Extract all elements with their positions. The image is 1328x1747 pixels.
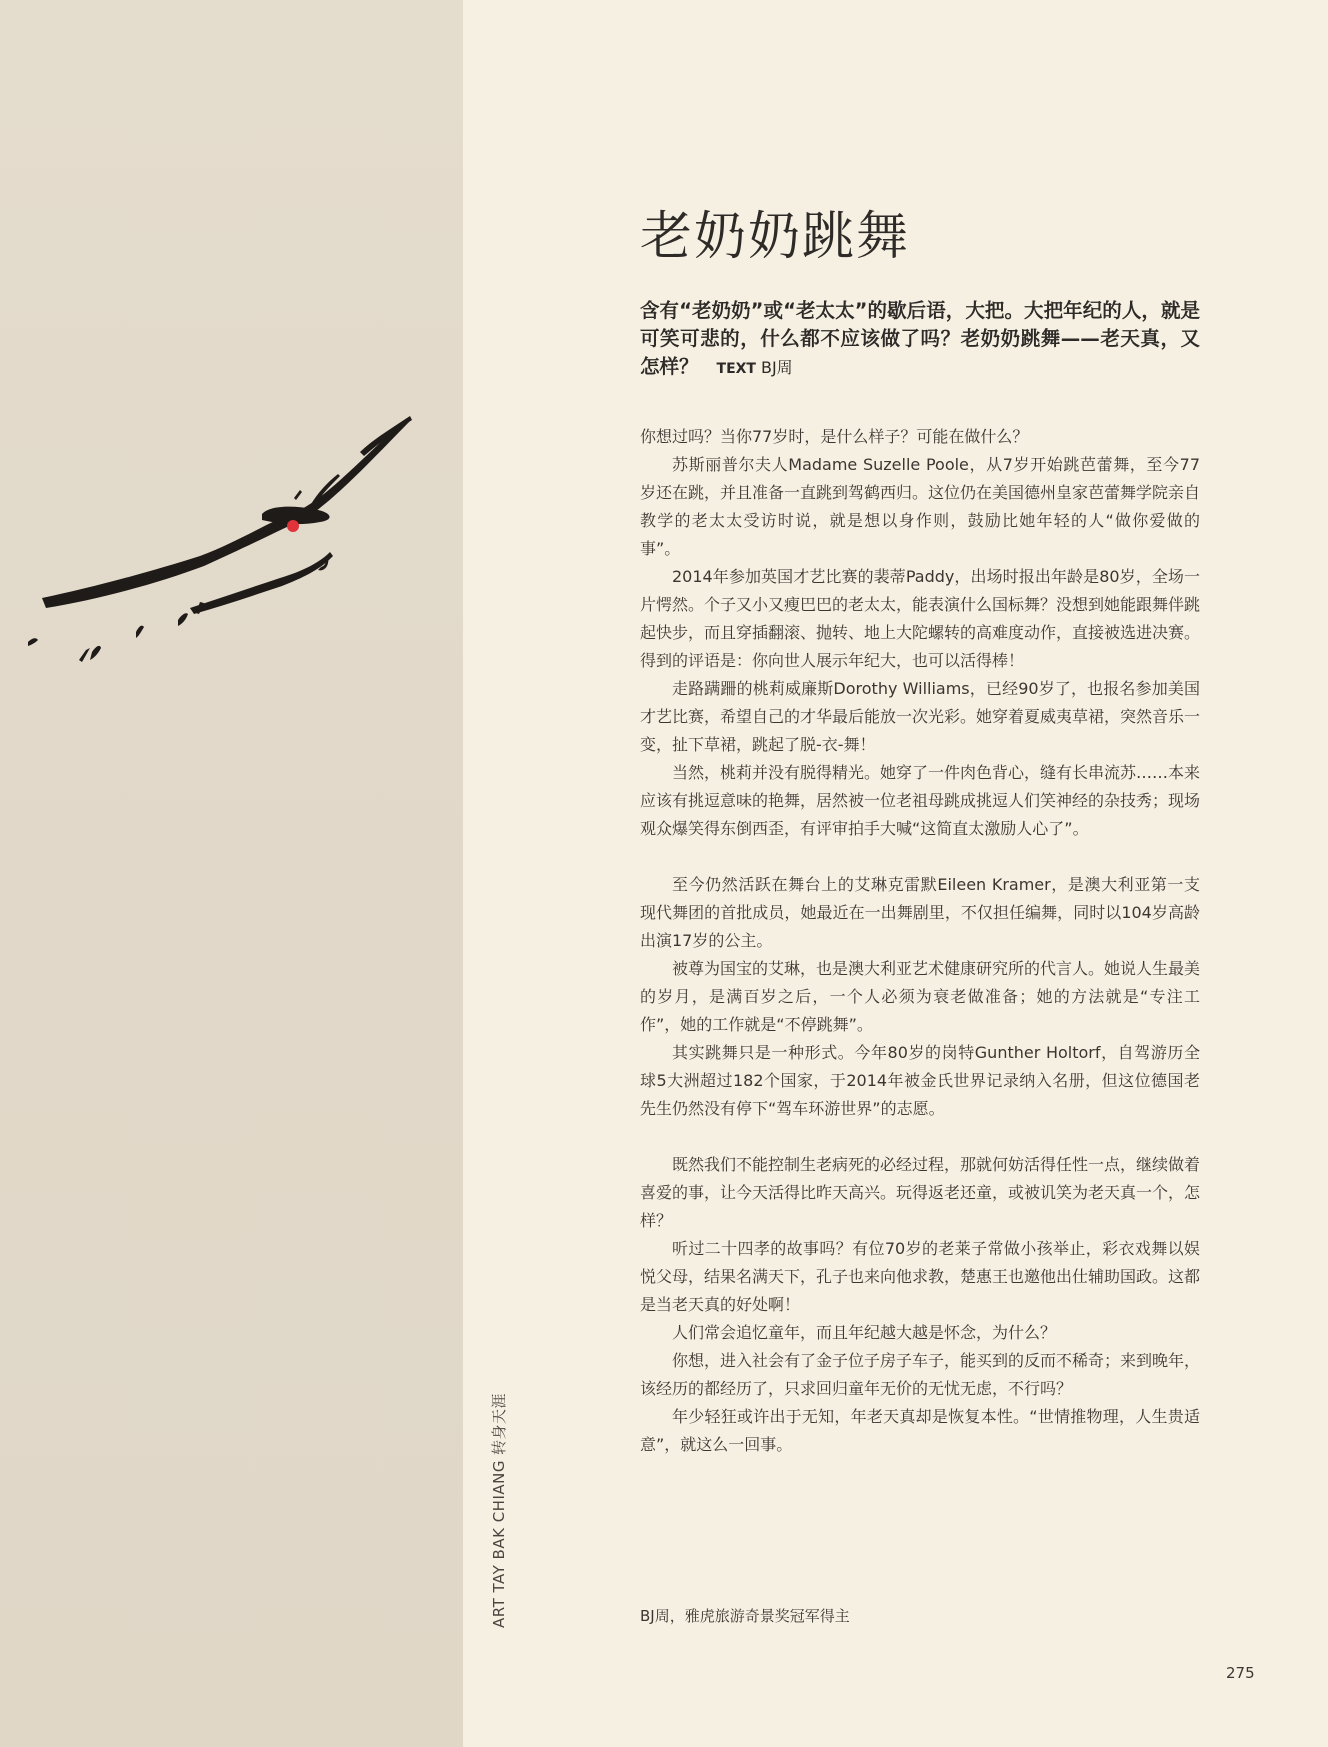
article-deck (640, 297, 1200, 383)
page-title: 老奶奶跳舞 (640, 207, 911, 267)
paragraph: 听过二十四孝的故事吗？有位70岁的老莱子常做小孩举止，彩衣戏舞以娱悦父母，结果名满天下，孔子也来向他求教，楚惠王也邀他出仕辅助国政。这都是当老天真的好处啊！ (640, 1239, 1201, 1314)
art-credit (488, 1393, 509, 1628)
deck-text: 含有“老奶奶”或“老太太”的歇后语，大把。大把年纪的人，就是可笑可悲的，什么都不应该做了吗？老奶奶跳舞——老天真，又怎样？ (640, 299, 1200, 378)
paragraph: 苏斯丽普尔夫人Madame Suzelle Poole，从7岁开始跳芭蕾舞，至今77岁还在跳，并且准备一直跳到驾鹤西归。这位仍在美国德州皇家芭蕾舞学院亲自教学的老太太受访时说，就是想以身作则，鼓励比她年轻的人“做你爱做的事”。 (640, 455, 1201, 558)
text-label: TEXT (716, 361, 756, 377)
ink-dash-1 (178, 613, 188, 626)
ink-dash-2 (136, 626, 144, 638)
paragraph: 2014年参加英国才艺比赛的裴蒂Paddy，出场时报出年龄是80岁，全场一片愕然。个子又小又瘦巴巴的老太太，能表演什么国标舞？没想到她能跟舞伴跳起快步，而且穿插翻滚、抛转、地上大陀螺转的高难度动作，直接被选进决赛。得到的评语是：你向世人展示年纪大，也可以活得棒！ (640, 567, 1201, 670)
ink-stroke-main-branch (42, 420, 409, 608)
ink-dash-7 (294, 490, 302, 500)
paragraph: 被尊为国宝的艾琳，也是澳大利亚艺术健康研究所的代言人。她说人生最美的岁月，是满百岁之后，一个人必须为衰老做准备；她的方法就是“专注工作”，她的工作就是“不停跳舞”。 (640, 959, 1201, 1034)
artwork-panel (0, 0, 463, 1747)
paragraph: 你想，进入社会有了金子位子房子车子，能买到的反而不稀奇；来到晚年，该经历的都经历了，只求回归童年无价的无忧无虑，不行吗？ (640, 1351, 1201, 1398)
ink-brush-painting (0, 0, 463, 1747)
paragraph: 当然，桃莉并没有脱得精光。她穿了一件肉色背心，缝有长串流苏……本来应该有挑逗意味的艳舞，居然被一位老祖母跳成挑逗人们笑神经的杂技秀；现场观众爆笑得东倒西歪，有评审拍手大喊“这简直太激励人心了”。 (640, 763, 1201, 838)
red-ink-dot (287, 520, 299, 532)
credit-label: ART TAY BAK CHIANG (490, 1460, 508, 1628)
paragraph: 至今仍然活跃在舞台上的艾琳克雷默Eileen Kramer，是澳大利亚第一支现代舞团的首批成员，她最近在一出舞剧里，不仅担任编舞，同时以104岁高龄出演17岁的公主。 (640, 875, 1200, 950)
ink-dash-3 (90, 646, 101, 660)
paragraph: 你想过吗？当你77岁时，是什么样子？可能在做什么？ (640, 427, 1029, 446)
paragraph: 人们常会追忆童年，而且年纪越大越是怀念，为什么？ (672, 1323, 1057, 1342)
author-name: BJ周 (760, 358, 793, 377)
section-break (640, 1123, 1200, 1151)
ink-dash-4 (28, 638, 38, 646)
article (640, 205, 1200, 1459)
article-body (640, 423, 1200, 1459)
ink-stroke-rod (360, 416, 412, 456)
paragraph: 年少轻狂或许出于无知，年老天真却是恢复本性。“世情推物理，人生贵适意”，就这么一回事。 (640, 1407, 1200, 1454)
section-break (640, 843, 1200, 871)
paragraph: 既然我们不能控制生老病死的必经过程，那就何妨活得任性一点，继续做着喜爱的事，让今天活得比昨天高兴。玩得返老还童，或被讥笑为老天真一个，怎样？ (640, 1155, 1201, 1230)
page-number: 275 (1226, 1664, 1255, 1682)
author-bio: BJ周，雅虎旅游奇景奖冠军得主 (640, 1607, 850, 1625)
ink-dash-5 (79, 648, 90, 662)
paragraph: 走路蹒跚的桃莉威廉斯Dorothy Williams，已经90岁了，也报名参加美国才艺比赛，希望自己的才华最后能放一次光彩。她穿着夏威夷草裙，突然音乐一变，扯下草裙，跳起了脱-衣-舞！ (640, 679, 1201, 754)
credit-title: 转身天涯 (490, 1392, 508, 1455)
paragraph: 其实跳舞只是一种形式。今年80岁的岗特Gunther Holtorf，自驾游历全球5大洲超过182个国家，于2014年被金氏世界记录纳入名册，但这位德国老先生仍然没有停下“驾车环游世界”的志愿。 (640, 1043, 1200, 1118)
